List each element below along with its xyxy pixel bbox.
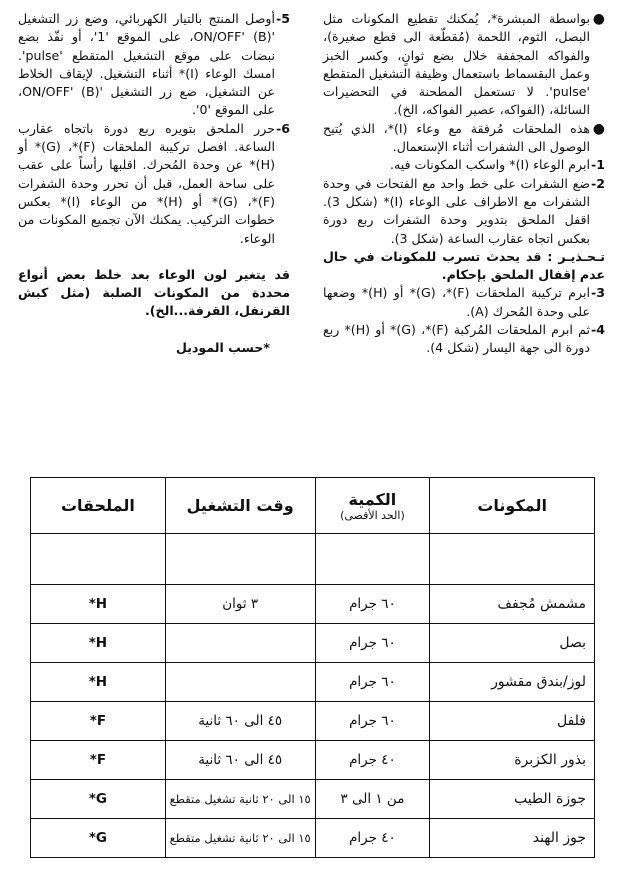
cell-accessory: F* [31, 702, 166, 741]
header-ingredients: المكونات [430, 478, 595, 534]
table-row [31, 819, 595, 858]
table-row [31, 741, 595, 780]
left-column [18, 10, 290, 357]
table-row [31, 663, 595, 702]
cell-ingredient: بصل [430, 624, 595, 663]
step-4 [323, 321, 605, 358]
model-note: *حسب الموديل [175, 339, 270, 355]
cell-accessory: F* [31, 741, 166, 780]
cell-accessory: H* [31, 624, 166, 663]
cell-time: ٣ ثوان [165, 585, 315, 624]
color-note: قد يتغير لون الوعاء بعد خلط بعض أنواع محددة من المكونات الصلبة (مثل كبش القرنفل، القرفة...الخ). [18, 266, 290, 319]
cell-quantity: ٤٠ جرام [315, 819, 430, 858]
cell-accessory: G* [31, 819, 166, 858]
cell-time: ١٥ الى ٢٠ ثانية تشغيل متقطع [165, 780, 315, 819]
cell-time [165, 624, 315, 663]
cell-accessory: G* [31, 780, 166, 819]
table-row [31, 624, 595, 663]
step-number: 4- [591, 322, 605, 338]
cell-time: ٤٥ الى ٦٠ ثانية [165, 702, 315, 741]
step-text: حرر الملحق بتويره ربع دورة باتجاه عقارب الساعة. افصل تركيبة الملحقات (F)*، (G)* أو (H)* عن وحدة المُحرك. اقلبها رأساً على عقب على ساحة العمل، قبل أن تحرر وحدة الشفرات (F)*، (G)* أو (H)* من الوعاء (I)* بعكس خطوات التركيب. يمكنك الآن تجميع المكونات من الوعاء. [18, 120, 275, 246]
cell-time [165, 663, 315, 702]
cell-ingredient: جوز الهند [430, 819, 595, 858]
step-text: ثم ابرم الملحقات المُركبة (F)*، (G)* أو (H)* ربع دورة الى جهة اليسار (شكل 4). [323, 322, 590, 356]
bullet-icon: ● [592, 120, 605, 137]
header-quantity-sub: (الحد الأقصى) [340, 508, 405, 522]
bullet-item [323, 10, 605, 120]
header-time: وقت التشغيل [165, 478, 315, 534]
ingredients-table [30, 477, 595, 858]
cell-time: ٤٥ الى ٦٠ ثانية [165, 741, 315, 780]
cell-accessory: H* [31, 663, 166, 702]
step-number: 5- [276, 11, 290, 26]
bullet-item [323, 120, 605, 157]
cell-quantity: ٦٠ جرام [315, 585, 430, 624]
paragraph: هذه الملحقات مُرفقة مع وعاء (I)*، الذي يُتيح الوصول الى الشفرات أثناء الإستعمال. [323, 120, 590, 155]
cell-ingredient: فلفل [430, 702, 595, 741]
step-2 [323, 175, 605, 248]
table-row [31, 780, 595, 819]
header-quantity-label: الكمية [348, 489, 397, 509]
step-text: ابرم تركيبة الملحقات (F)*، (G)* أو (H)* وضعها على وحدة المُحرك (A). [323, 285, 590, 319]
cell-quantity: ٦٠ جرام [315, 663, 430, 702]
cell-ingredient: بذور الكزبرة [430, 741, 595, 780]
cell-quantity: من ١ الى ٣ [315, 780, 430, 819]
table-empty-row [31, 534, 595, 585]
cell-ingredient: لوز/بندق مقشور [430, 663, 595, 702]
cell-accessory: H* [31, 585, 166, 624]
step-1 [323, 156, 605, 174]
step-text: ابرم الوعاء (I)* واسكب المكونات فيه. [389, 157, 590, 173]
cell-time: ١٥ الى ٢٠ ثانية تشغيل متقطع [165, 819, 315, 858]
header-accessories: الملحقات [31, 478, 166, 534]
cell-quantity: ٤٠ جرام [315, 741, 430, 780]
step-5 [18, 10, 290, 120]
step-number: 6- [276, 120, 290, 136]
bullet-icon: ● [592, 11, 605, 27]
step-number: 2- [591, 175, 605, 191]
cell-quantity: ٦٠ جرام [315, 702, 430, 741]
warning-text: تـحـذيـر : قد يحدث تسرب للمكونات في حال عدم إقفال الملحق بإحكام. [323, 248, 605, 283]
table-row [31, 585, 595, 624]
cell-quantity: ٦٠ جرام [315, 624, 430, 663]
header-quantity [315, 478, 430, 534]
step-number: 3- [591, 285, 605, 301]
table-header-row [31, 478, 595, 534]
right-column [323, 10, 605, 358]
table-row [31, 702, 595, 741]
step-text: أوصل المنتج بالتيار الكهربائي، وضع زر التشغيل 'ON/OFF' (B)، على الموقع '1'، أو نفّذ بضع نبضات على موقع التشغيل المتقطع 'pulse'. امسك الوعاء (I)* أثناء التشغيل. لإيقاف الخلاط عن التشغيل، ضع زر التشغيل 'ON/OFF' (B)، على الموقع '0'. [18, 11, 275, 118]
step-number: 1- [591, 157, 605, 173]
cell-ingredient: جوزة الطيب [430, 780, 595, 819]
step-text: ضع الشفرات على خط واحد مع الفتحات في وحدة الشفرات مع الاطراف على الوعاء (I)* (شكل 3). اقفل الملحق بتدوير وحدة الشفرات ربع دورة بعكس اتجاه عقارب الساعة (شكل 3). [323, 175, 590, 246]
cell-ingredient: مشمش مُجفف [430, 585, 595, 624]
step-3 [323, 284, 605, 321]
step-6 [18, 120, 290, 248]
paragraph: بواسطة المبشرة*، يُمكنك تقطيع المكونات مثل البصل، الثوم، اللحمة (مُقطّعة الى قطع صغيرة)، والفواكه المجففة خلال بضع ثوانٍ، وكسر الخبز وعمل البقسماط باستعمال وظيفة التشغيل المتقطع 'pulse'. لا تستعمل المطحنة في التحضيرات السائلة، (الفواكه، عصير الفواكه، الخ). [323, 11, 590, 118]
